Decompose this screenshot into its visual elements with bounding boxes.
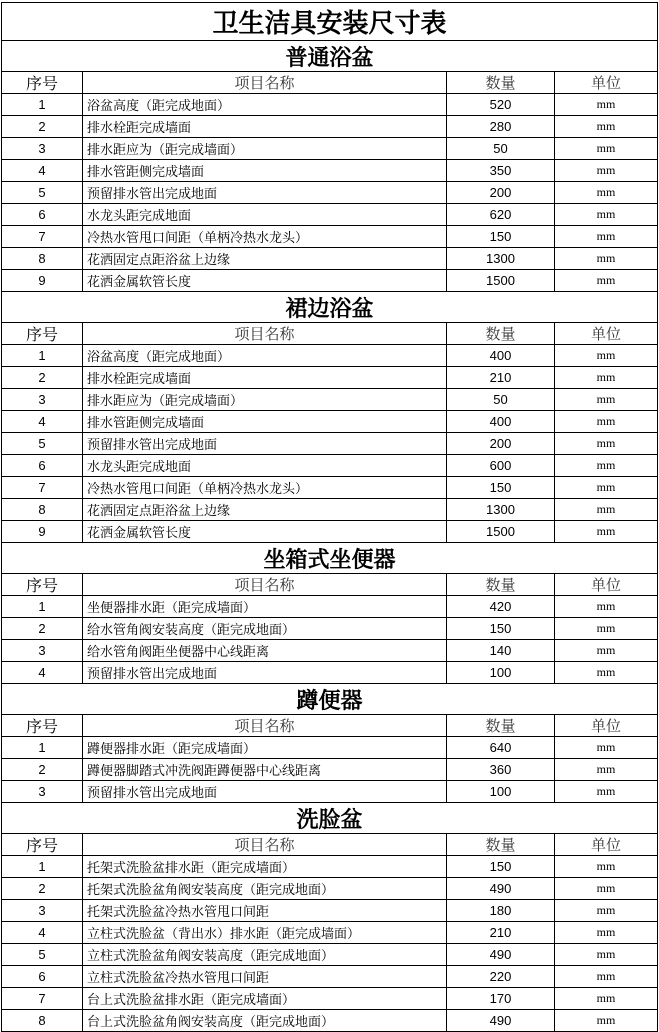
header-no: 序号 <box>1 833 82 855</box>
header-unit: 单位 <box>554 714 658 736</box>
table-header-row <box>1 833 658 855</box>
item-quantity: 150 <box>446 855 554 877</box>
item-quantity: 400 <box>446 344 554 366</box>
row-number: 5 <box>1 943 82 965</box>
item-name: 立柱式洗脸盆角阀安装高度（距完成地面） <box>82 943 446 965</box>
item-unit: mm <box>554 344 658 366</box>
item-name: 排水管距侧完成墙面 <box>82 159 446 181</box>
table-row <box>1 454 658 476</box>
table-row <box>1 498 658 520</box>
table-row <box>1 899 658 921</box>
header-qty: 数量 <box>446 71 554 93</box>
item-unit: mm <box>554 639 658 661</box>
item-name: 浴盆高度（距完成地面） <box>82 93 446 115</box>
item-quantity: 140 <box>446 639 554 661</box>
section-title: 洗脸盆 <box>1 802 658 833</box>
item-quantity: 420 <box>446 595 554 617</box>
table-row <box>1 247 658 269</box>
item-name: 排水距应为（距完成墙面） <box>82 137 446 159</box>
row-number: 2 <box>1 758 82 780</box>
table-row <box>1 877 658 899</box>
section-title: 普通浴盆 <box>1 40 658 71</box>
table-row <box>1 432 658 454</box>
header-unit: 单位 <box>554 322 658 344</box>
item-quantity: 360 <box>446 758 554 780</box>
row-number: 9 <box>1 269 82 291</box>
item-unit: mm <box>554 520 658 542</box>
row-number: 8 <box>1 1009 82 1031</box>
item-name: 托架式洗脸盆角阀安装高度（距完成地面） <box>82 877 446 899</box>
item-name: 排水管距侧完成墙面 <box>82 410 446 432</box>
section-block <box>1 40 658 291</box>
sections-container <box>1 40 658 1031</box>
table-header-row <box>1 714 658 736</box>
item-quantity: 150 <box>446 476 554 498</box>
item-unit: mm <box>554 736 658 758</box>
item-name: 台上式洗脸盆排水距（距完成墙面） <box>82 987 446 1009</box>
row-number: 2 <box>1 115 82 137</box>
row-number: 3 <box>1 780 82 802</box>
item-quantity: 280 <box>446 115 554 137</box>
item-quantity: 100 <box>446 661 554 683</box>
table-row <box>1 203 658 225</box>
table-row <box>1 595 658 617</box>
item-quantity: 50 <box>446 137 554 159</box>
row-number: 1 <box>1 736 82 758</box>
item-quantity: 490 <box>446 943 554 965</box>
item-name: 花洒固定点距浴盆上边缘 <box>82 498 446 520</box>
item-quantity: 200 <box>446 432 554 454</box>
table-row <box>1 93 658 115</box>
item-name: 冷热水管甩口间距（单柄冷热水龙头） <box>82 476 446 498</box>
item-unit: mm <box>554 93 658 115</box>
header-no: 序号 <box>1 322 82 344</box>
row-number: 4 <box>1 661 82 683</box>
header-qty: 数量 <box>446 714 554 736</box>
table-row <box>1 943 658 965</box>
item-unit: mm <box>554 595 658 617</box>
sheet-title: 卫生洁具安装尺寸表 <box>1 2 658 40</box>
item-name: 花洒固定点距浴盆上边缘 <box>82 247 446 269</box>
item-unit: mm <box>554 225 658 247</box>
row-number: 4 <box>1 410 82 432</box>
section-block <box>1 291 658 542</box>
table-header-row <box>1 322 658 344</box>
item-unit: mm <box>554 115 658 137</box>
item-unit: mm <box>554 661 658 683</box>
table-row <box>1 639 658 661</box>
header-no: 序号 <box>1 714 82 736</box>
item-quantity: 490 <box>446 877 554 899</box>
row-number: 6 <box>1 965 82 987</box>
item-quantity: 400 <box>446 410 554 432</box>
item-unit: mm <box>554 498 658 520</box>
row-number: 7 <box>1 225 82 247</box>
row-number: 6 <box>1 203 82 225</box>
item-quantity: 220 <box>446 965 554 987</box>
row-number: 3 <box>1 639 82 661</box>
item-name: 托架式洗脸盆排水距（距完成墙面） <box>82 855 446 877</box>
table-row <box>1 520 658 542</box>
item-name: 托架式洗脸盆冷热水管甩口间距 <box>82 899 446 921</box>
row-number: 4 <box>1 921 82 943</box>
table-row <box>1 1009 658 1031</box>
item-unit: mm <box>554 181 658 203</box>
table-row <box>1 344 658 366</box>
table-row <box>1 115 658 137</box>
table-row <box>1 780 658 802</box>
table-row <box>1 855 658 877</box>
item-quantity: 1300 <box>446 247 554 269</box>
item-quantity: 1500 <box>446 269 554 291</box>
item-name: 预留排水管出完成地面 <box>82 661 446 683</box>
section-block <box>1 542 658 683</box>
item-quantity: 1500 <box>446 520 554 542</box>
table-row <box>1 410 658 432</box>
item-unit: mm <box>554 758 658 780</box>
item-name: 浴盆高度（距完成地面） <box>82 344 446 366</box>
table-row <box>1 159 658 181</box>
item-name: 预留排水管出完成地面 <box>82 780 446 802</box>
item-name: 给水管角阀距坐便器中心线距离 <box>82 639 446 661</box>
item-unit: mm <box>554 159 658 181</box>
header-unit: 单位 <box>554 573 658 595</box>
table-row <box>1 661 658 683</box>
item-name: 预留排水管出完成地面 <box>82 181 446 203</box>
item-quantity: 1300 <box>446 498 554 520</box>
item-name: 立柱式洗脸盆（背出水）排水距（距完成墙面） <box>82 921 446 943</box>
item-unit: mm <box>554 965 658 987</box>
header-unit: 单位 <box>554 71 658 93</box>
table-row <box>1 476 658 498</box>
item-quantity: 100 <box>446 780 554 802</box>
row-number: 9 <box>1 520 82 542</box>
item-quantity: 600 <box>446 454 554 476</box>
item-unit: mm <box>554 410 658 432</box>
row-number: 2 <box>1 877 82 899</box>
table-row <box>1 366 658 388</box>
table-row <box>1 225 658 247</box>
header-qty: 数量 <box>446 573 554 595</box>
item-name: 给水管角阀安装高度（距完成地面） <box>82 617 446 639</box>
section-title: 坐箱式坐便器 <box>1 542 658 573</box>
item-name: 坐便器排水距（距完成墙面） <box>82 595 446 617</box>
item-name: 花洒金属软管长度 <box>82 520 446 542</box>
header-name: 项目名称 <box>82 71 446 93</box>
item-name: 排水距应为（距完成墙面） <box>82 388 446 410</box>
item-unit: mm <box>554 476 658 498</box>
item-unit: mm <box>554 943 658 965</box>
row-number: 1 <box>1 595 82 617</box>
header-name: 项目名称 <box>82 833 446 855</box>
item-quantity: 520 <box>446 93 554 115</box>
header-qty: 数量 <box>446 833 554 855</box>
item-unit: mm <box>554 269 658 291</box>
row-number: 4 <box>1 159 82 181</box>
item-unit: mm <box>554 203 658 225</box>
row-number: 7 <box>1 987 82 1009</box>
row-number: 7 <box>1 476 82 498</box>
item-name: 台上式洗脸盆角阀安装高度（距完成地面） <box>82 1009 446 1031</box>
item-name: 排水栓距完成墙面 <box>82 115 446 137</box>
header-unit: 单位 <box>554 833 658 855</box>
row-number: 5 <box>1 432 82 454</box>
table-row <box>1 269 658 291</box>
header-no: 序号 <box>1 573 82 595</box>
table-row <box>1 758 658 780</box>
item-unit: mm <box>554 877 658 899</box>
header-name: 项目名称 <box>82 322 446 344</box>
item-quantity: 640 <box>446 736 554 758</box>
row-number: 3 <box>1 388 82 410</box>
row-number: 1 <box>1 344 82 366</box>
item-unit: mm <box>554 247 658 269</box>
item-quantity: 350 <box>446 159 554 181</box>
installation-size-sheet <box>1 2 658 1032</box>
row-number: 6 <box>1 454 82 476</box>
item-unit: mm <box>554 617 658 639</box>
header-no: 序号 <box>1 71 82 93</box>
item-unit: mm <box>554 388 658 410</box>
item-quantity: 490 <box>446 1009 554 1031</box>
header-qty: 数量 <box>446 322 554 344</box>
item-name: 冷热水管甩口间距（单柄冷热水龙头） <box>82 225 446 247</box>
row-number: 2 <box>1 617 82 639</box>
item-unit: mm <box>554 366 658 388</box>
item-unit: mm <box>554 899 658 921</box>
table-row <box>1 987 658 1009</box>
item-name: 水龙头距完成地面 <box>82 203 446 225</box>
item-quantity: 150 <box>446 225 554 247</box>
row-number: 3 <box>1 137 82 159</box>
item-quantity: 150 <box>446 617 554 639</box>
item-unit: mm <box>554 987 658 1009</box>
item-name: 水龙头距完成地面 <box>82 454 446 476</box>
table-row <box>1 137 658 159</box>
item-name: 花洒金属软管长度 <box>82 269 446 291</box>
item-name: 立柱式洗脸盆冷热水管甩口间距 <box>82 965 446 987</box>
item-name: 蹲便器排水距（距完成墙面） <box>82 736 446 758</box>
item-quantity: 210 <box>446 921 554 943</box>
item-unit: mm <box>554 137 658 159</box>
table-row <box>1 921 658 943</box>
section-title: 蹲便器 <box>1 683 658 714</box>
header-name: 项目名称 <box>82 714 446 736</box>
section-title: 裙边浴盆 <box>1 291 658 322</box>
header-name: 项目名称 <box>82 573 446 595</box>
row-number: 5 <box>1 181 82 203</box>
item-name: 预留排水管出完成地面 <box>82 432 446 454</box>
table-header-row <box>1 573 658 595</box>
item-quantity: 200 <box>446 181 554 203</box>
item-unit: mm <box>554 921 658 943</box>
item-name: 蹲便器脚踏式冲洗阀距蹲便器中心线距离 <box>82 758 446 780</box>
item-unit: mm <box>554 454 658 476</box>
item-quantity: 180 <box>446 899 554 921</box>
section-block <box>1 802 658 1031</box>
item-quantity: 50 <box>446 388 554 410</box>
table-header-row <box>1 71 658 93</box>
row-number: 8 <box>1 498 82 520</box>
table-row <box>1 965 658 987</box>
item-unit: mm <box>554 780 658 802</box>
row-number: 1 <box>1 855 82 877</box>
table-row <box>1 736 658 758</box>
item-quantity: 170 <box>446 987 554 1009</box>
row-number: 1 <box>1 93 82 115</box>
item-quantity: 210 <box>446 366 554 388</box>
item-unit: mm <box>554 855 658 877</box>
item-quantity: 620 <box>446 203 554 225</box>
row-number: 8 <box>1 247 82 269</box>
table-row <box>1 388 658 410</box>
section-block <box>1 683 658 802</box>
item-unit: mm <box>554 432 658 454</box>
table-row <box>1 181 658 203</box>
row-number: 3 <box>1 899 82 921</box>
table-row <box>1 617 658 639</box>
item-unit: mm <box>554 1009 658 1031</box>
row-number: 2 <box>1 366 82 388</box>
item-name: 排水栓距完成墙面 <box>82 366 446 388</box>
